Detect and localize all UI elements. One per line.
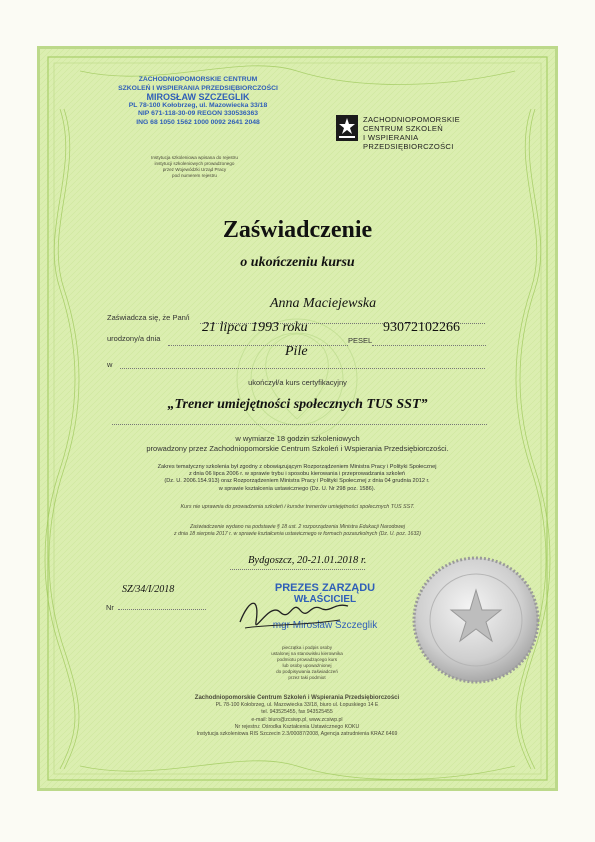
logo-text — [363, 115, 460, 151]
certificate-subtitle: o ukończeniu kursu — [240, 255, 355, 270]
embossed-seal — [411, 555, 541, 685]
footer — [112, 695, 482, 738]
stamp-line-2: SZKOLEŃ I WSPIERANIA PRZEDSIĘBIORCZOŚCI — [118, 84, 278, 92]
stamp-line-5: NIP 671-118-30-09 REGON 330536363 — [137, 110, 259, 118]
number-line — [118, 609, 206, 610]
certificate-sheet — [37, 46, 558, 791]
company-logo — [336, 115, 358, 141]
director-stamp-line-1: PREZES ZARZĄDU — [274, 582, 376, 594]
issued-line-2: z dnia 18 sierpnia 2017 r. w sprawie kształcenia ustawicznego w formach pozaszkolnych (Dz. U. poz. 1632) — [174, 531, 421, 537]
caption-line-4: lub osoby upoważnionej — [282, 663, 332, 668]
footer-line-5: Nr rejestru: Ośrodka Kształcenia Ustawicznego KOKU — [234, 723, 360, 730]
small-text-line-2: instytucji szkoleniowych prowadzonego — [154, 161, 235, 166]
footer-line-6: Instytucja szkoleniowa RIS Szczecin 2.3/00087/2008, Agencja zatrudnienia KRAZ 6469 — [196, 731, 398, 738]
small-text-line-3: przez Wojewódzki Urząd Pracy — [162, 167, 227, 172]
stamp-line-4: PL 78-100 Kołobrzeg, ul. Mazowiecka 33/18 — [128, 101, 268, 109]
logo-line-3: I WSPIERANIA — [363, 133, 419, 142]
signature — [230, 592, 360, 637]
course-line — [112, 424, 487, 425]
birth-date-line — [168, 345, 348, 346]
birth-place: Pile — [285, 344, 308, 359]
legal-line-1: Zakres tematyczny szkolenia był zgodny z obowiązującym Rozporządzeniem Ministra Pracy i Polityki Społecznej — [157, 464, 437, 470]
person-star-icon — [336, 115, 358, 141]
pesel-label: PESEL — [348, 336, 373, 345]
small-text-line-1: Instytucja szkoleniowa wpisana do rejestru — [151, 155, 238, 160]
caption-line-3: podmiotu prowadzącego kurs — [276, 657, 337, 662]
footer-line-3: tel. 943525455, fax 943525455 — [261, 709, 333, 716]
hours-line: w wymiarze 18 godzin szkoleniowych — [235, 434, 360, 443]
footer-line-2: PL 78-100 Kołobrzeg, ul. Mazowiecka 33/18, biuro ul. Łopuskiego 14 E — [215, 702, 379, 709]
legal-line-2: z dnia 06 lipca 2006 r. w sprawie trybu i sposobu kierowania i przeprowadzania szkoleń — [188, 471, 406, 478]
legal-line-3: (Dz. U. 2006.154.913) oraz Rozporządzeniem Ministra Pracy i Polityki Społecznej z dnia 04 grudnia 2012 r. — [164, 478, 430, 485]
logo-line-2: CENTRUM SZKOLEŃ — [363, 124, 444, 133]
issued-basis — [90, 524, 505, 538]
born-label: urodzony/a dnia — [107, 334, 161, 343]
legal-line-4: w sprawie kształcenia ustawicznego (Dz. U. Nr 298 poz. 1586). — [218, 485, 376, 492]
footer-line-4: e-mail: biuro@zcsiwp.pl, www.zcsiwp.pl — [251, 716, 343, 723]
logo-line-1: ZACHODNIOPOMORSKIE — [363, 115, 460, 124]
birth-place-line — [120, 368, 485, 369]
stamp-line-3: MIROSŁAW SZCZEGLIK — [146, 92, 250, 103]
issued-line-1: Zaświadczenie wydano na podstawie § 18 ust. 2 rozporządzenia Ministra Edukacji Narodowej — [189, 524, 406, 530]
stamp-line-1: ZACHODNIOPOMORSKIE CENTRUM — [138, 76, 258, 83]
participant-name: Anna Maciejewska — [270, 296, 377, 311]
company-header-stamp — [108, 76, 288, 128]
caption-line-5: do podpisywania zaświadczeń — [276, 669, 338, 674]
completed-label: ukończył/a kurs certyfikacyjny — [248, 378, 347, 387]
certificate-title: Zaświadczenie — [222, 217, 373, 243]
caption-line-1: pieczątka i podpis osoby — [281, 645, 333, 650]
legal-paragraph — [102, 464, 492, 493]
place-date: Bydgoszcz, 20-21.01.2018 r. — [248, 555, 367, 566]
pesel-value: 93072102266 — [383, 320, 460, 335]
birth-date: 21 lipca 1993 roku — [202, 320, 308, 335]
header-small-text — [132, 155, 257, 179]
caption-line-2: ustalonej na stanowisku kierownika — [271, 651, 343, 656]
place-date-line — [230, 569, 365, 570]
logo-line-4: PRZEDSIĘBIORCZOŚCI — [363, 142, 454, 151]
certificate-number: SZ/34/I/2018 — [122, 584, 175, 595]
footer-line-1: Zachodniopomorskie Centrum Szkoleń i Wspierania Przedsiębiorczości — [194, 695, 400, 701]
director-stamp-line-2: WŁAŚCICIEL — [293, 594, 357, 605]
pesel-line — [372, 345, 486, 346]
signature-caption — [262, 645, 352, 681]
small-text-line-4: pod numerem rejestru — [172, 173, 217, 178]
stamp-line-6: ING 68 1050 1562 1000 0092 2641 2048 — [136, 118, 260, 126]
caption-line-6: przez taki podmiot — [288, 675, 326, 680]
place-label: w — [107, 360, 113, 369]
number-label: Nr — [106, 603, 114, 612]
certifies-label: Zaświadcza się, że Pan/i — [107, 313, 190, 322]
course-name: „Trener umiejętności społecznych TUS SST” — [167, 397, 428, 412]
authorization-line: Kurs nie uprawnia do prowadzenia szkoleń i kursów trenerów umiejętności społecznych TUS SST. — [180, 504, 415, 510]
organizer-line: prowadzony przez Zachodniopomorskie Centrum Szkoleń i Wspierania Przedsiębiorczości. — [146, 444, 449, 453]
director-stamp-line-3: mgr Mirosław Szczeglik — [272, 620, 378, 631]
